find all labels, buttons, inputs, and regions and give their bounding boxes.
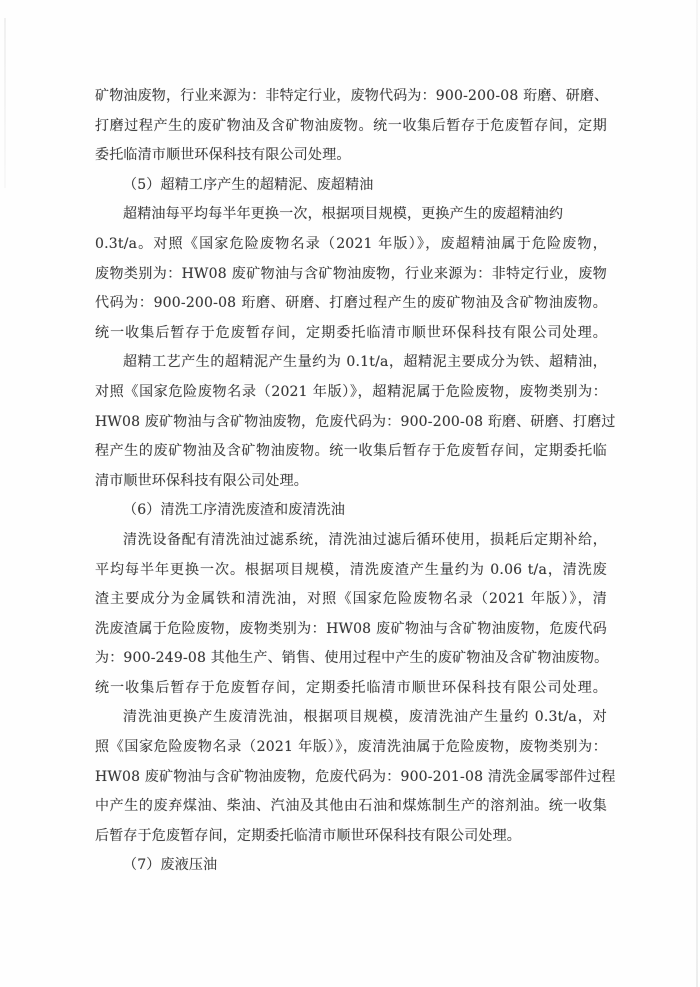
text-line: 平均每半年更换一次。根据项目规模，清洗废渣产生量约为 0.06 t/a，清洗废 [95,561,607,578]
text-line: 打磨过程产生的废矿物油及含矿物油废物。统一收集后暂存于危废暂存间，定期 [95,117,607,134]
text-line: 程产生的废矿物油及含矿物油废物。统一收集后暂存于危废暂存间，定期委托临 [95,443,607,460]
text-line: HW08 废矿物油与含矿物油废物，危废代码为：900-201-08 清洗金属零部件过程 [95,768,616,785]
text-line: 为：900-249-08 其他生产、销售、使用过程中产生的废矿物油及含矿物油废物。 [95,650,609,667]
text-line: 后暂存于危废暂存间，定期委托临清市顺世环保科技有限公司处理。 [95,827,521,844]
page-edge-left [4,18,6,188]
text-line: 超精工艺产生的超精泥产生量约为 0.1t/a，超精泥主要成分为铁、超精油， [123,354,607,371]
text-line: 对照《国家危险废物名录（2021 年版）》，超精泥属于危险废物，废物类别为： [95,383,607,400]
text-line: 0.3t/a。对照《国家危险废物名录（2021 年版）》，废超精油属于危险废物， [95,235,607,252]
text-line: 清市顺世环保科技有限公司处理。 [95,472,308,489]
text-line: 照《国家危险废物名录（2021 年版）》，废清洗油属于危险废物，废物类别为： [95,739,607,756]
page-edge-right [696,0,698,987]
text-line: 委托临清市顺世环保科技有限公司处理。 [95,147,351,164]
text-line: 清洗油更换产生废清洗油，根据项目规模，废清洗油产生量约 0.3t/a，对 [123,709,607,726]
text-line: HW08 废矿物油与含矿物油废物，危废代码为：900-200-08 珩磨、研磨、打磨过 [95,413,616,430]
section-heading: （7）废液压油 [123,857,218,874]
text-line: 洗废渣属于危险废物，废物类别为：HW08 废矿物油与含矿物油废物，危废代码 [95,620,607,637]
text-line: 统一收集后暂存于危废暂存间，定期委托临清市顺世环保科技有限公司处理。 [95,679,607,696]
section-heading: （5）超精工序产生的超精泥、废超精油 [123,176,374,193]
text-line: 代码为：900-200-08 珩磨、研磨、打磨过程产生的废矿物油及含矿物油废物。 [95,295,607,312]
text-line: 废物类别为：HW08 废矿物油与含矿物油废物，行业来源为：非特定行业，废物 [95,265,607,282]
section-heading: （6）清洗工序清洗废渣和废清洗油 [123,502,346,519]
text-line: 统一收集后暂存于危废暂存间，定期委托临清市顺世环保科技有限公司处理。 [95,324,607,341]
text-line: 超精油每平均每半年更换一次，根据项目规模，更换产生的废超精油约 [123,206,564,223]
text-line: 矿物油废物，行业来源为：非特定行业，废物代码为：900-200-08 珩磨、研磨、 [95,88,609,104]
text-line: 渣主要成分为金属铁和清洗油，对照《国家危险废物名录（2021 年版）》，清 [95,591,607,608]
document-body [95,82,616,881]
text-line: 中产生的废弃煤油、柴油、汽油及其他由石油和煤炼制生产的溶剂油。统一收集 [95,798,607,815]
text-line: 清洗设备配有清洗油过滤系统，清洗油过滤后循环使用，损耗后定期补给， [123,531,607,548]
